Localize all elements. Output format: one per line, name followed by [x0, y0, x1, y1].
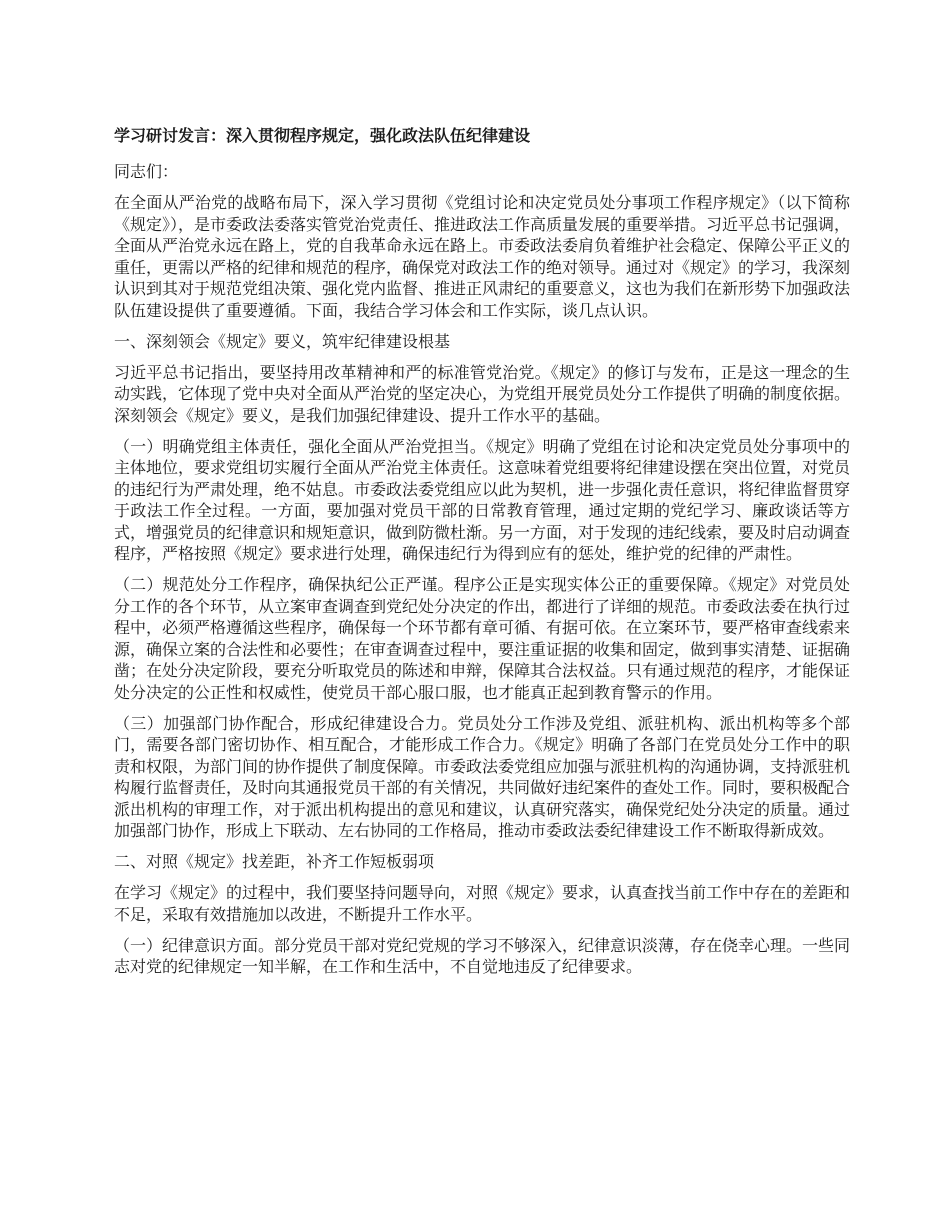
- paragraph: （三）加强部门协作配合，形成纪律建设合力。党员处分工作涉及党组、派驻机构、派出机构等多个部门，需要各部门密切协作、相互配合，才能形成工作合力。《规定》明确了各部门在党员处分工作中的职责和权限，为部门间的协作提供了制度保障。市委政法委党组应加强与派驻机构的沟通协调，支持派驻机构履行监督责任，及时向其通报党员干部的有关情况，共同做好违纪案件的查处工作。同时，要积极配合派出机构的审理工作，对于派出机构提出的意见和建议，认真研究落实，确保党纪处分决定的质量。通过加强部门协作，形成上下联动、左右协同的工作格局，推动市委政法委纪律建设工作不断取得新成效。: [114, 713, 851, 840]
- paragraph: 习近平总书记指出，要坚持用改革精神和严的标准管党治党。《规定》的修订与发布，正是这一理念的生动实践，它体现了党中央对全面从严治党的坚定决心，为党组开展党员处分工作提供了明确的制度依据。深刻领会《规定》要义，是我们加强纪律建设、提升工作水平的基础。: [114, 362, 851, 425]
- document-title: 学习研讨发言：深入贯彻程序规定，强化政法队伍纪律建设: [114, 126, 531, 145]
- paragraph-intro: 在全面从严治党的战略布局下，深入学习贯彻《党组讨论和决定党员处分事项工作程序规定》（以下简称《规定》），是市委政法委落实管党治党责任、推进政法工作高质量发展的重要举措。习近平总书记强调，全面从严治党永远在路上，党的自我革命永远在路上。市委政法委肩负着维护社会稳定、保障公平正义的重任，更需以严格的纪律和规范的程序，确保党对政法工作的绝对领导。通过对《规定》的学习，我深刻认识到其对于规范党组决策、强化党内监督、推进正风肃纪的重要意义，这也为我们在新形势下加强政法队伍建设提供了重要遵循。下面，我结合学习体会和工作实际，谈几点认识。: [114, 193, 851, 320]
- greeting: 同志们：: [114, 162, 179, 181]
- paragraph: （一）明确党组主体责任，强化全面从严治党担当。《规定》明确了党组在讨论和决定党员处分事项中的主体地位，要求党组切实履行全面从严治党主体责任。这意味着党组要将纪律建设摆在突出位置，对党员的违纪行为严肃处理，绝不姑息。市委政法委党组应以此为契机，进一步强化责任意识，将纪律监督贯穿于政法工作全过程。一方面，要加强对党员干部的日常教育管理，通过定期的党纪学习、廉政谈话等方式，增强党员的纪律意识和规矩意识，做到防微杜渐。另一方面，对于发现的违纪线索，要及时启动调查程序，严格按照《规定》要求进行处理，确保违纪行为得到应有的惩处，维护党的纪律的严肃性。: [114, 436, 851, 563]
- paragraph: （二）规范处分工作程序，确保执纪公正严谨。程序公正是实现实体公正的重要保障。《规定》对党员处分工作的各个环节，从立案审查调查到党纪处分决定的作出，都进行了详细的规范。市委政法委在执行过程中，必须严格遵循这些程序，确保每一个环节都有章可循、有据可依。在立案环节，要严格审查线索来源，确保立案的合法性和必要性；在审查调查过程中，要注重证据的收集和固定，做到事实清楚、证据确凿；在处分决定阶段，要充分听取党员的陈述和申辩，保障其合法权益。只有通过规范的程序，才能保证处分决定的公正性和权威性，使党员干部心服口服，也才能真正起到教育警示的作用。: [114, 575, 851, 702]
- section-heading-2: 二、对照《规定》找差距，补齐工作短板弱项: [114, 852, 435, 871]
- document-page: [114, 125, 850, 987]
- section-heading-1: 一、深刻领会《规定》要义，筑牢纪律建设根基: [114, 331, 451, 351]
- paragraph: （一）纪律意识方面。部分党员干部对党纪党规的学习不够深入，纪律意识淡薄，存在侥幸心理。一些同志对党的纪律规定一知半解，在工作和生活中，不自觉地违反了纪律要求。: [114, 935, 851, 976]
- paragraph: 在学习《规定》的过程中，我们要坚持问题导向，对照《规定》要求，认真查找当前工作中存在的差距和不足，采取有效措施加以改进，不断提升工作水平。: [114, 883, 851, 924]
